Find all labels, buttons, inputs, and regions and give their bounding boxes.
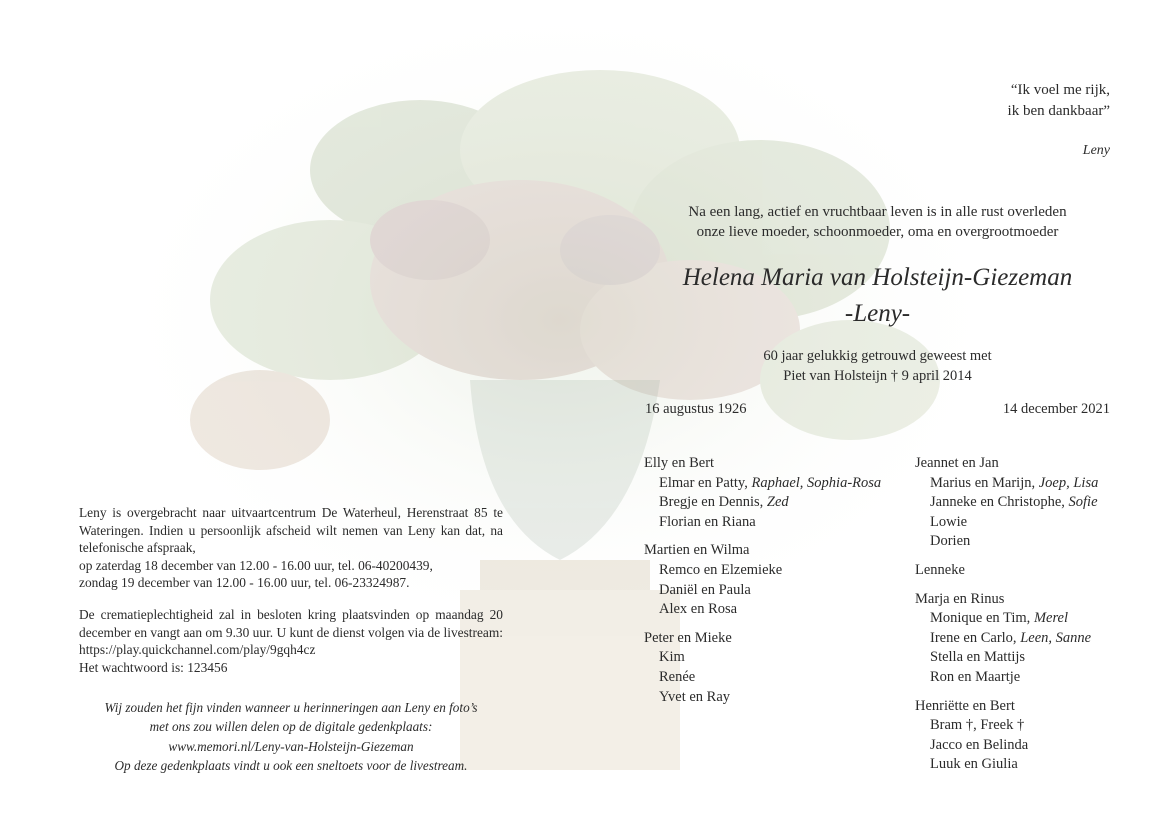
marriage-line: Piet van Holsteijn † 9 april 2014 [783, 368, 972, 384]
member-names: Yvet en Ray [659, 688, 731, 705]
quote-line: ik ben dankbaar” [1007, 103, 1110, 119]
member-names: Irene en Carlo, [930, 629, 1021, 646]
member-names: Ron en Maartje [930, 668, 1021, 685]
family-group-head: Peter en Mieke [644, 629, 732, 646]
birth-date: 16 augustus 1926 [645, 401, 747, 417]
family-member [915, 474, 1165, 494]
member-names: Lowie [930, 513, 968, 530]
family-list-left [644, 454, 904, 716]
family-group [915, 454, 1165, 552]
family-list-right [915, 454, 1165, 784]
member-names: Marius en Marijn, [930, 474, 1039, 491]
family-group [644, 454, 904, 532]
member-names: Elmar en Patty, [659, 474, 752, 491]
member-names: Bregje en Dennis, [659, 494, 767, 511]
marriage-note [645, 346, 1110, 386]
family-member [644, 513, 904, 533]
deceased-full-name: Helena Maria van Holsteijn-Giezeman [682, 264, 1073, 291]
info-text: De crematieplechtigheid zal in besloten kring plaatsvinden op maandag 20 december en vangt aan om 9.30 uur. U kunt de dienst volgen via de livestream: https://play.quickchannel.com/play/9gqh4cz [79, 607, 503, 658]
family-member [644, 600, 904, 620]
member-names: Kim [659, 649, 685, 666]
info-text: zondag 19 december van 12.00 - 16.00 uur, tel. 06-23324987. [79, 575, 410, 591]
info-text: Het wachtwoord is: 123456 [79, 659, 228, 675]
grandchildren-names: Raphael, Sophia-Rosa [751, 474, 882, 491]
family-member [915, 493, 1165, 513]
member-names: Renée [659, 668, 696, 685]
member-names: Monique en Tim, [930, 610, 1034, 627]
info-text: Leny is overgebracht naar uitvaartcentrum De Waterheul, Herenstraat 85 te Wateringen. Indien u persoonlijk afscheid wilt nemen van Leny kan dat, na telefonische afspraak, [79, 505, 503, 556]
family-member [644, 474, 904, 494]
family-member [644, 561, 904, 581]
member-names: Jacco en Belinda [930, 736, 1029, 753]
member-names: Dorien [930, 533, 971, 550]
family-group-head: Jeannet en Jan [915, 455, 999, 471]
family-group [915, 590, 1165, 688]
info-text: op zaterdag 18 december van 12.00 - 16.00 uur, tel. 06-40200439, [79, 557, 433, 573]
family-member [644, 648, 904, 668]
member-names: Stella en Mattijs [930, 649, 1026, 666]
cremation-information [79, 606, 503, 676]
grandchildren-names: Joep, Lisa [1038, 474, 1099, 491]
family-member [915, 609, 1165, 629]
family-member [915, 668, 1165, 688]
member-names: Remco en Elzemieke [659, 561, 783, 578]
marriage-line: 60 jaar gelukkig getrouwd geweest met [763, 348, 992, 364]
grandchildren-names: Zed [766, 494, 789, 511]
family-member [644, 493, 904, 513]
memorial-website-note [79, 698, 503, 776]
member-names: Alex en Rosa [659, 601, 738, 618]
intro-line: onze lieve moeder, schoonmoeder, oma en overgrootmoeder [696, 224, 1059, 240]
death-date: 14 december 2021 [1002, 401, 1110, 417]
family-group-head: Lenneke [915, 561, 965, 578]
family-group-head: Henriëtte en Bert [915, 697, 1015, 714]
member-names: Daniël en Paula [659, 581, 751, 598]
family-member [915, 736, 1165, 756]
family-member [644, 688, 904, 708]
intro-line: Na een lang, actief en vruchtbaar leven is in alle rust overleden [688, 204, 1067, 220]
deceased-name-block [645, 260, 1110, 332]
quote-line: “Ik voel me rijk, [1010, 82, 1110, 98]
family-group [915, 561, 1165, 581]
memori-line: met ons zou willen delen op de digitale gedenkplaats: [149, 719, 433, 735]
family-member [915, 716, 1165, 736]
memori-line: Op deze gedenkplaats vindt u ook een sneltoets voor de livestream. [114, 758, 468, 774]
viewing-information [79, 504, 503, 592]
member-names: Florian en Riana [659, 513, 756, 530]
family-member [915, 629, 1165, 649]
family-group [915, 697, 1165, 775]
family-group [644, 629, 904, 707]
grandchildren-names: Leen, Sanne [1020, 629, 1092, 646]
memori-link[interactable]: www.memori.nl/Leny-van-Holsteijn-Giezeman [168, 738, 414, 754]
family-member [644, 668, 904, 688]
member-names: Janneke en Christophe, [930, 494, 1069, 511]
member-names: Bram †, Freek † [930, 717, 1025, 734]
grandchildren-names: Merel [1033, 610, 1069, 627]
family-group [644, 541, 904, 619]
family-member [915, 755, 1165, 775]
grandchildren-names: Sofie [1068, 494, 1098, 511]
deceased-nickname: -Leny- [844, 300, 911, 327]
family-member [915, 532, 1165, 552]
family-group-head: Elly en Bert [644, 455, 715, 471]
quote-author: Leny [1082, 143, 1110, 158]
family-member [644, 581, 904, 601]
announcement-intro [645, 202, 1110, 242]
family-group-head: Martien en Wilma [644, 542, 750, 559]
family-member [915, 648, 1165, 668]
family-member [915, 513, 1165, 533]
member-names: Luuk en Giulia [930, 756, 1018, 773]
quote-block [1008, 80, 1110, 122]
memori-line: Wij zouden het fijn vinden wanneer u herinneringen aan Leny en foto’s [104, 700, 478, 715]
family-group-head: Marja en Rinus [915, 590, 1005, 607]
